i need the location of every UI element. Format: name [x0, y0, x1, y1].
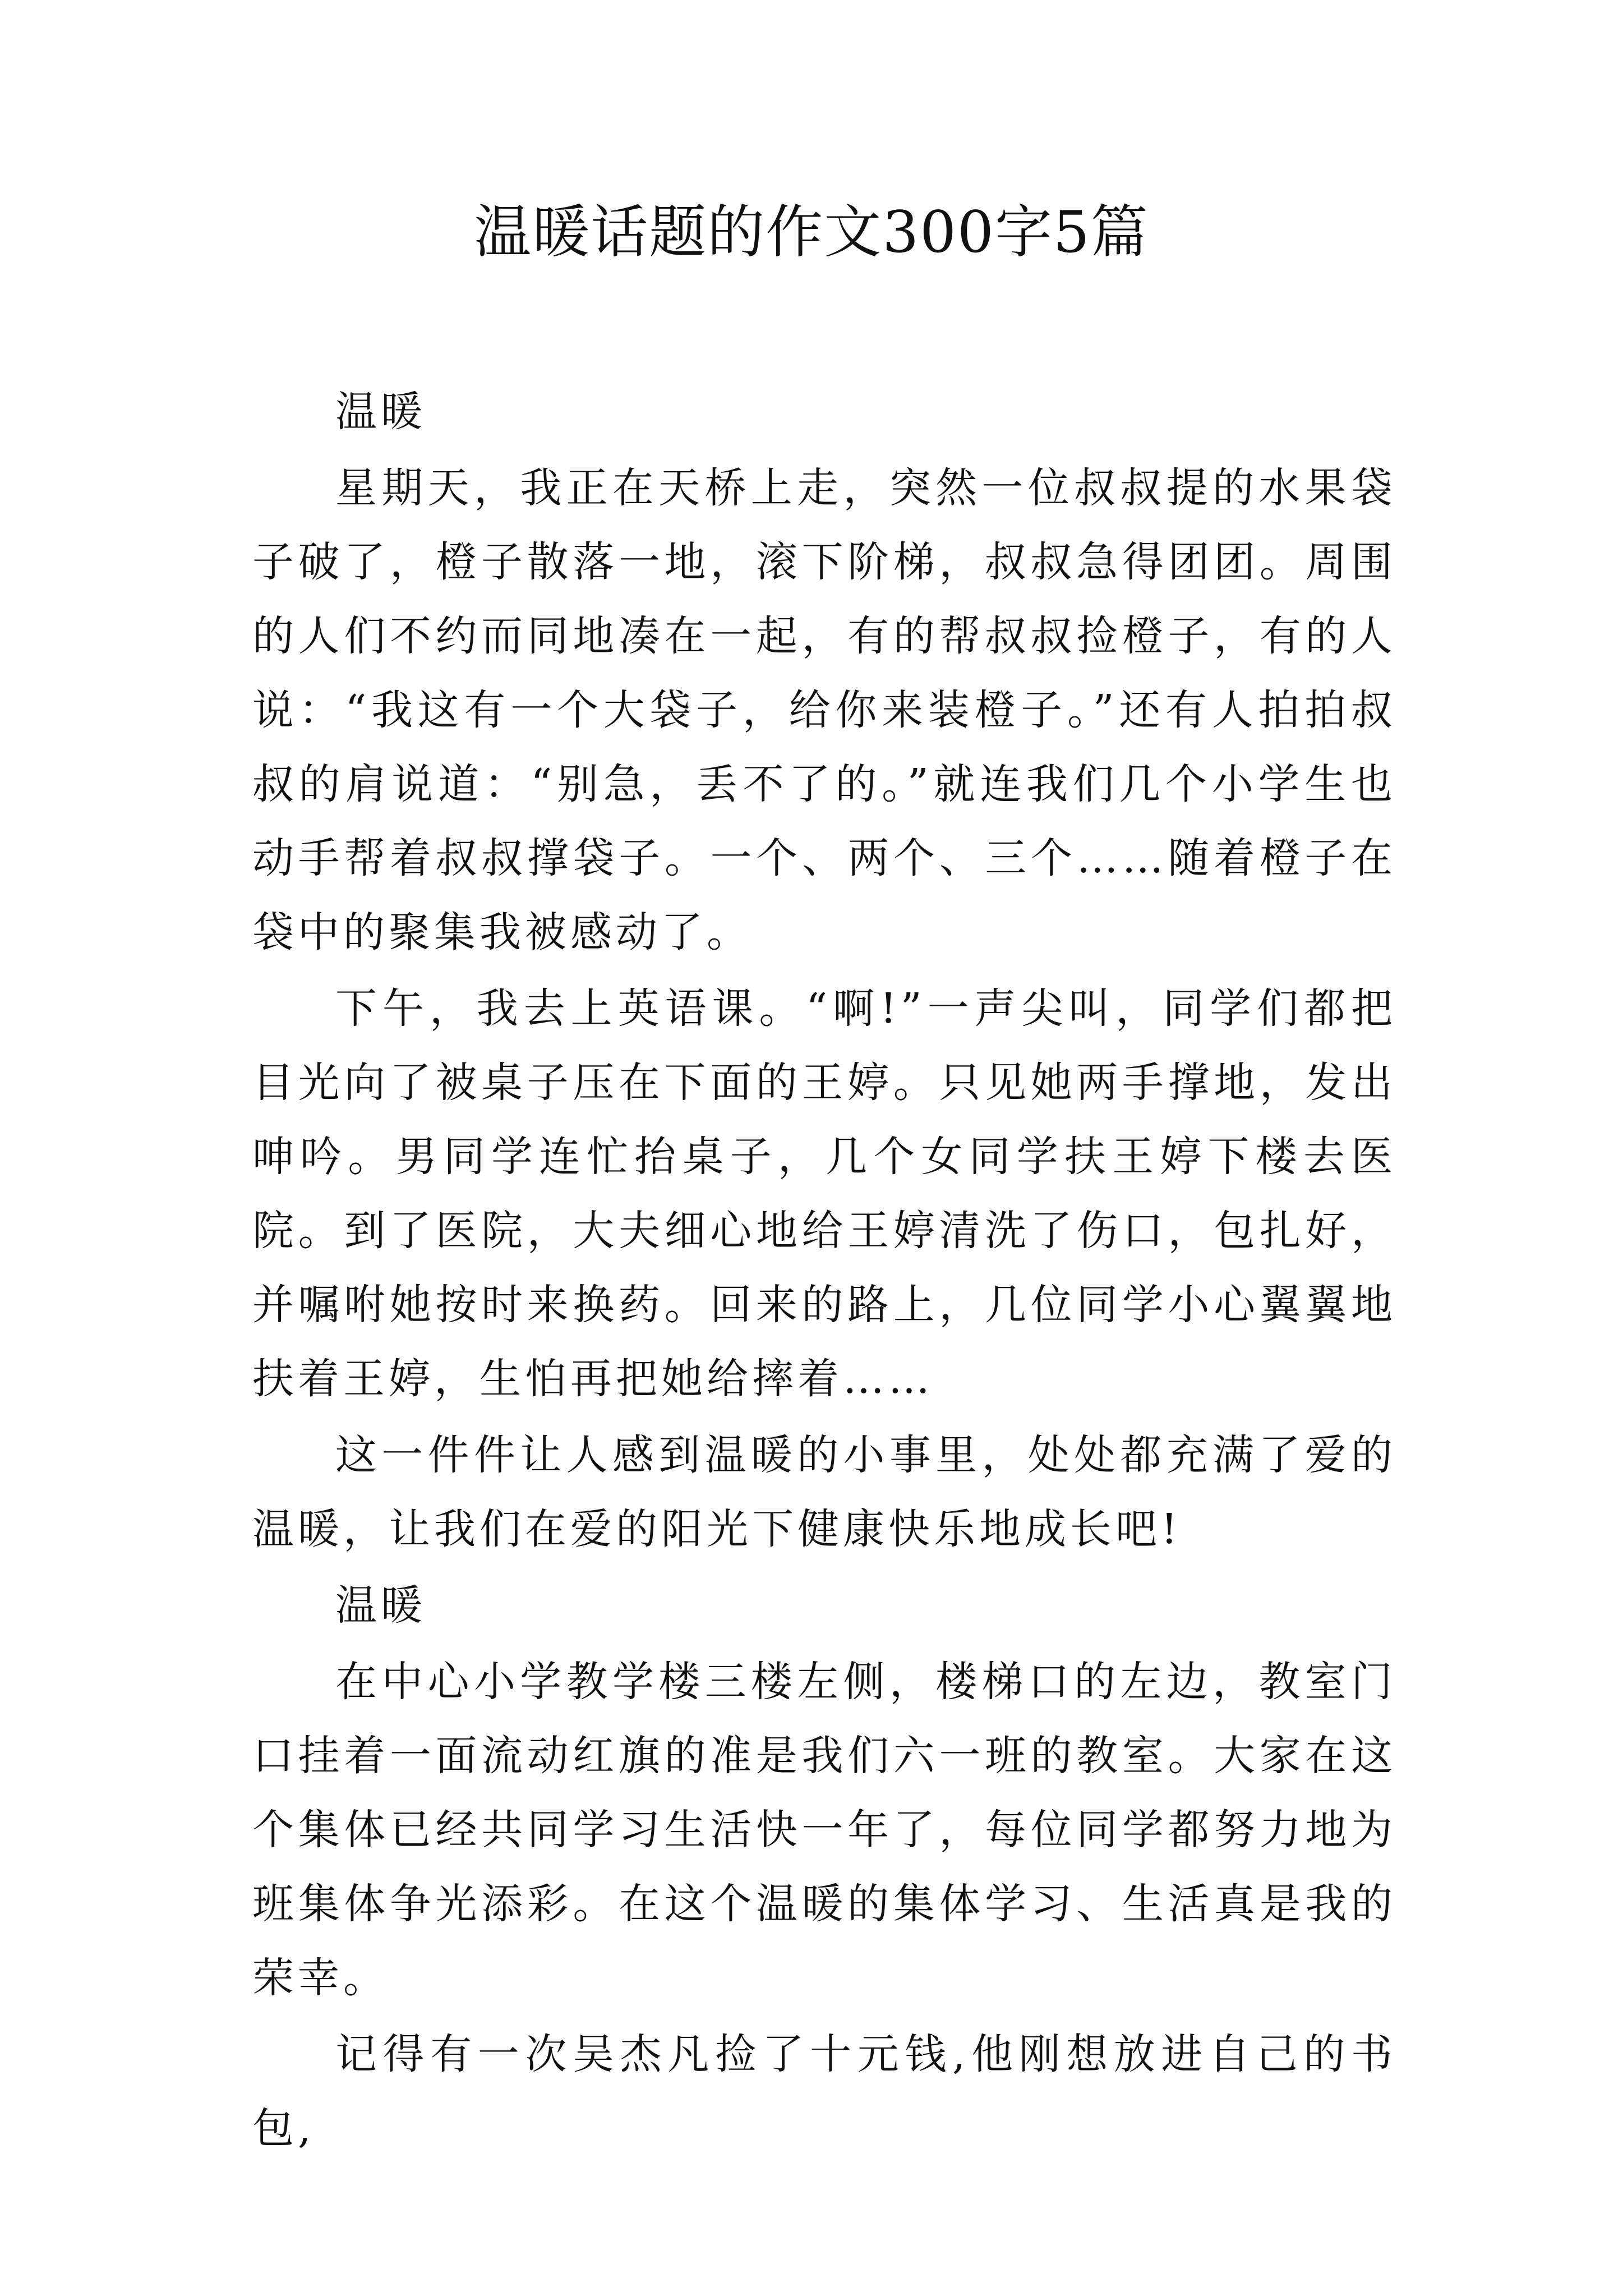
section-heading: 温暖 [335, 1581, 426, 1630]
paragraph: 下午，我去上英语课。“啊!”一声尖叫，同学们都把目光向了被桌子压在下面的王婷。只见她两手撑地，发出呻吟。男同学连忙抬桌子，几个女同学扶王婷下楼去医院。到了医院，大夫细心地给王婷清洗了伤口，包扎好，并嘱咐她按时来换药。回来的路上，几位同学小心翼翼地扶着王婷，生怕再把她给摔着…… [252, 984, 1396, 1403]
section-heading: 温暖 [335, 388, 426, 436]
paragraph: 这一件件让人感到温暖的小事里，处处都充满了爱的温暖，让我们在爱的阳光下健康快乐地成长吧! [252, 1431, 1396, 1553]
document-body [252, 375, 1396, 2168]
paragraph: 在中心小学教学楼三楼左侧，楼梯口的左边，教室门口挂着一面流动红旗的准是我们六一班的教室。大家在这个集体已经共同学习生活快一年了，每位同学都努力地为班集体争光添彩。在这个温暖的集体学习、生活真是我的荣幸。 [252, 1658, 1396, 2002]
document-title: 温暖话题的作文300字5篇 [474, 199, 1149, 266]
paragraph: 记得有一次吴杰凡捡了十元钱,他刚想放进自己的书包, [252, 2030, 1396, 2152]
paragraph: 星期天，我正在天桥上走，突然一位叔叔提的水果袋子破了，橙子散落一地，滚下阶梯，叔叔急得团团。周围的人们不约而同地凑在一起，有的帮叔叔捡橙子，有的人说：“我这有一个大袋子，给你来装橙子。”还有人拍拍叔叔的肩说道：“别急，丢不了的。”就连我们几个小学生也动手帮着叔叔撑袋子。一个、两个、三个……随着橙子在袋中的聚集我被感动了。 [252, 464, 1396, 956]
